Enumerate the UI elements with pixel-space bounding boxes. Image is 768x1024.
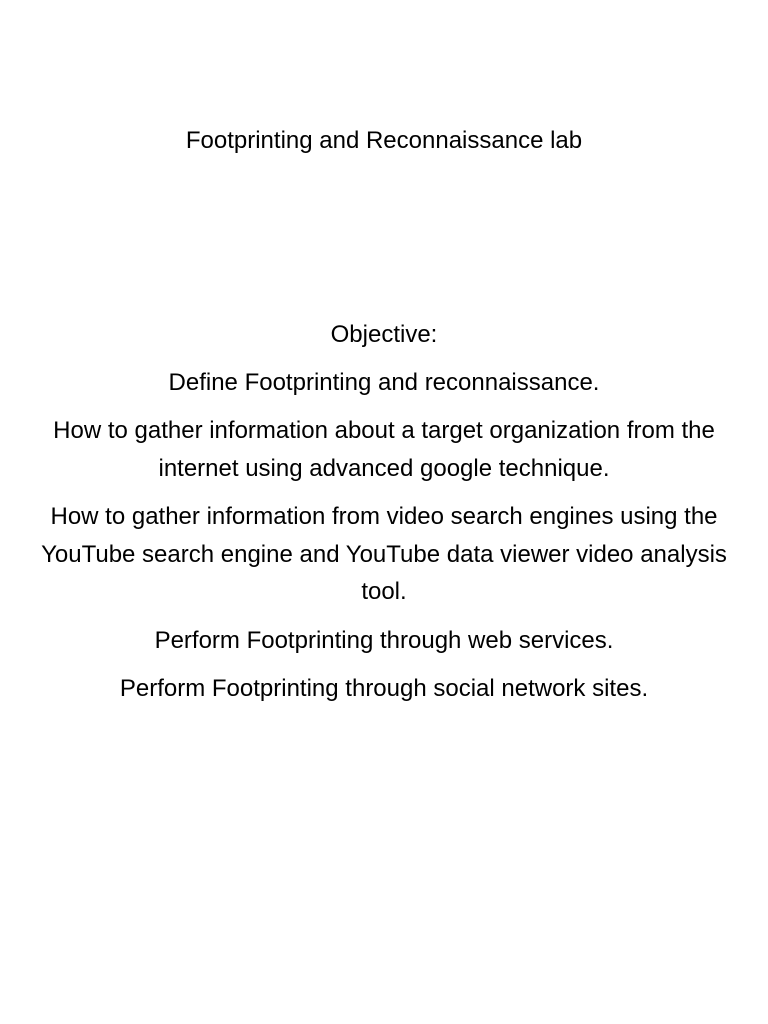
objective-item: How to gather information from video search engines using the YouTube search engine and YouTube data viewer video analysis tool. xyxy=(41,503,727,605)
objectives-section xyxy=(28,316,740,719)
objective-item: How to gather information about a target organization from the internet using advanced google technique. xyxy=(53,417,715,482)
document-title: Footprinting and Reconnaissance lab xyxy=(185,127,583,154)
objective-item: Perform Footprinting through social network sites. xyxy=(119,675,649,702)
objective-item: Define Footprinting and reconnaissance. xyxy=(168,368,600,396)
objective-item: Perform Footprinting through web services. xyxy=(154,626,614,654)
objective-heading: Objective: xyxy=(330,321,438,348)
